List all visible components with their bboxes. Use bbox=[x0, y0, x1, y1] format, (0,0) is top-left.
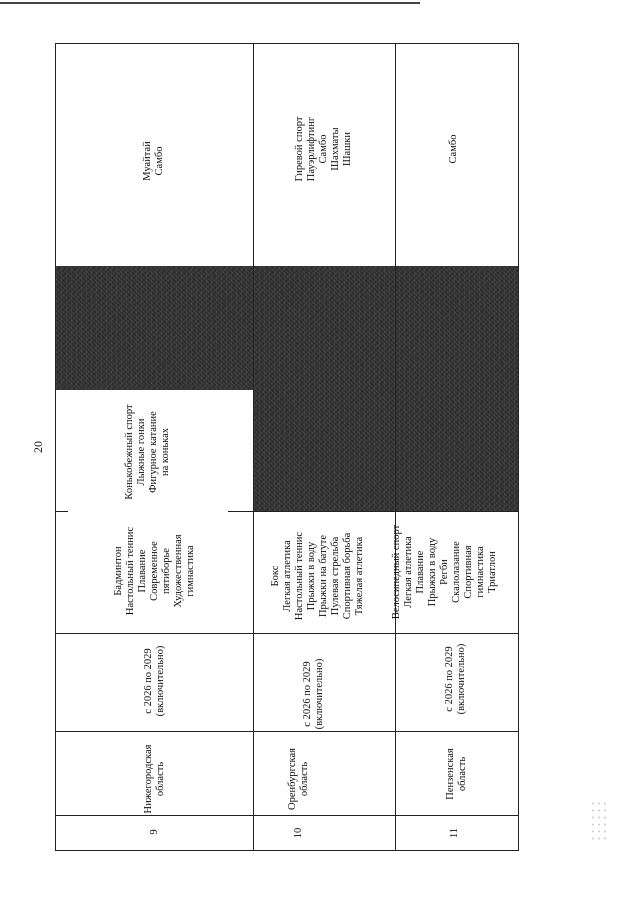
row-number: 10 bbox=[293, 827, 304, 839]
top-border-line bbox=[0, 2, 420, 4]
region-name: Оренбургская область bbox=[287, 748, 310, 810]
other-sports: Самбо bbox=[448, 134, 459, 164]
summer-sports: Велосипедный спорт Легкая атлетика Плавание Прыжки в воду Регби Скалолазание Спортивная гимнастика Триатлон bbox=[391, 524, 498, 620]
period: с 2026 по 2029 (включительно) bbox=[143, 645, 166, 717]
page-number: 20 bbox=[31, 441, 45, 453]
scan-specks bbox=[590, 800, 610, 840]
period: с 2026 по 2029 (включительно) bbox=[302, 658, 325, 730]
period: с 2026 по 2029 (включительно) bbox=[444, 643, 467, 715]
table-line-top bbox=[55, 43, 519, 44]
table-line-left bbox=[55, 43, 56, 851]
other-sports: Гиревой спорт Пауэрлифтинг Самбо Шахматы Шашки bbox=[294, 116, 353, 182]
redacted-area-bottom bbox=[254, 266, 518, 511]
winter-sports: Конькобежный спорт Лыжные гонки Фигурное катание на коньках bbox=[68, 392, 228, 512]
row-number: 11 bbox=[449, 827, 460, 839]
summer-sports: Бадминтон Настольный теннис Плавание Современное пятиборье Художественная гимнастика bbox=[113, 526, 196, 616]
row-number: 9 bbox=[149, 829, 160, 835]
region-name: Нижегородская область bbox=[143, 744, 166, 814]
other-sports: Муайтай Самбо bbox=[142, 141, 165, 181]
summer-sports: Бокс Легкая атлетика Настольный теннис Прыжки в воду Прыжки на батуте Пулевая стрельба Спортивная борьба Тяжелая атлетика bbox=[270, 531, 365, 621]
region-name: Пензенская область bbox=[445, 748, 468, 800]
